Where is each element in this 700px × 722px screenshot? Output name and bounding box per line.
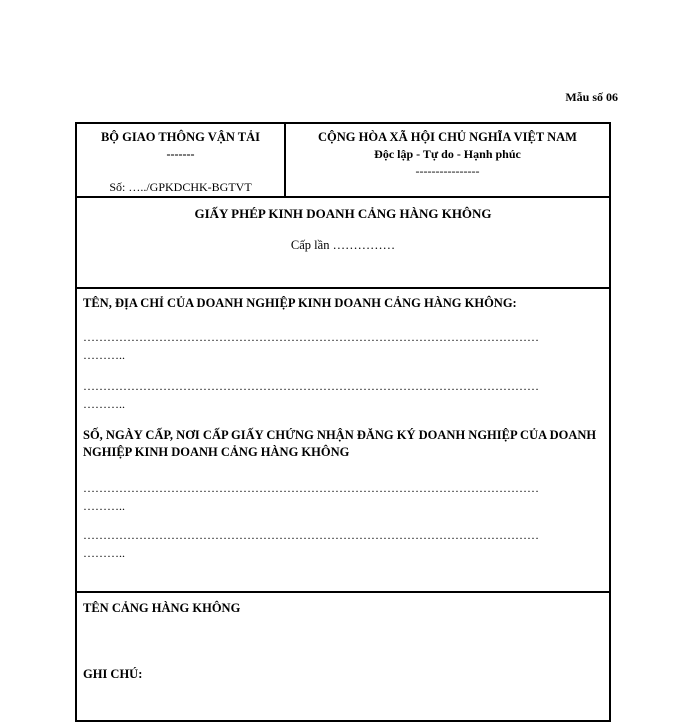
motto-divider: ----------------: [415, 164, 480, 178]
dotted-line: ………..: [83, 348, 125, 362]
dotted-line: ……………………………………………………………………………………………………: [83, 481, 539, 495]
section-divider: [77, 287, 609, 289]
name-address-heading: TÊN, ĐỊA CHỈ CỦA DOANH NGHIỆP KINH DOANH CẢNG HÀNG KHÔNG:: [83, 296, 517, 310]
airport-name-heading: TÊN CẢNG HÀNG KHÔNG: [83, 601, 241, 615]
section-divider: [77, 591, 609, 593]
ministry-name: BỘ GIAO THÔNG VẬN TẢI: [100, 130, 261, 144]
registration-field-1[interactable]: [83, 479, 603, 515]
national-motto: Độc lập - Tự do - Hạnh phúc: [374, 147, 521, 161]
notes-heading: GHI CHÚ:: [83, 667, 143, 681]
dotted-line: ………..: [83, 397, 125, 411]
license-form: [75, 122, 611, 722]
dotted-line: ………..: [83, 546, 125, 560]
national-header: [286, 124, 609, 196]
issue-number: Cấp lần ……………: [290, 238, 396, 252]
dotted-line: ………..: [83, 499, 125, 513]
ministry-divider: -------: [166, 147, 195, 161]
dotted-line: ……………………………………………………………………………………………………: [83, 528, 539, 542]
registration-field-2[interactable]: [83, 526, 603, 562]
republic-name: CỘNG HÒA XÃ HỘI CHỦ NGHĨA VIỆT NAM: [318, 130, 577, 144]
name-address-field-1[interactable]: [83, 328, 603, 364]
ministry-header: [77, 124, 286, 196]
document-title: GIẤY PHÉP KINH DOANH CẢNG HÀNG KHÔNG: [194, 206, 492, 221]
name-address-field-2[interactable]: [83, 377, 603, 413]
dotted-line: ……………………………………………………………………………………………………: [83, 379, 539, 393]
dotted-line: ……………………………………………………………………………………………………: [83, 330, 539, 344]
header-divider: [77, 196, 609, 198]
registration-heading: SỐ, NGÀY CẤP, NƠI CẤP GIẤY CHỨNG NHẬN ĐĂNG KÝ DOANH NGHIỆP CỦA DOANH NGHIỆP KINH DOANH CẢNG HÀNG KHÔNG: [83, 428, 597, 459]
document-number: Số: …../GPKDCHK-BGTVT: [109, 180, 252, 194]
form-code: Mẫu số 06: [565, 90, 618, 104]
